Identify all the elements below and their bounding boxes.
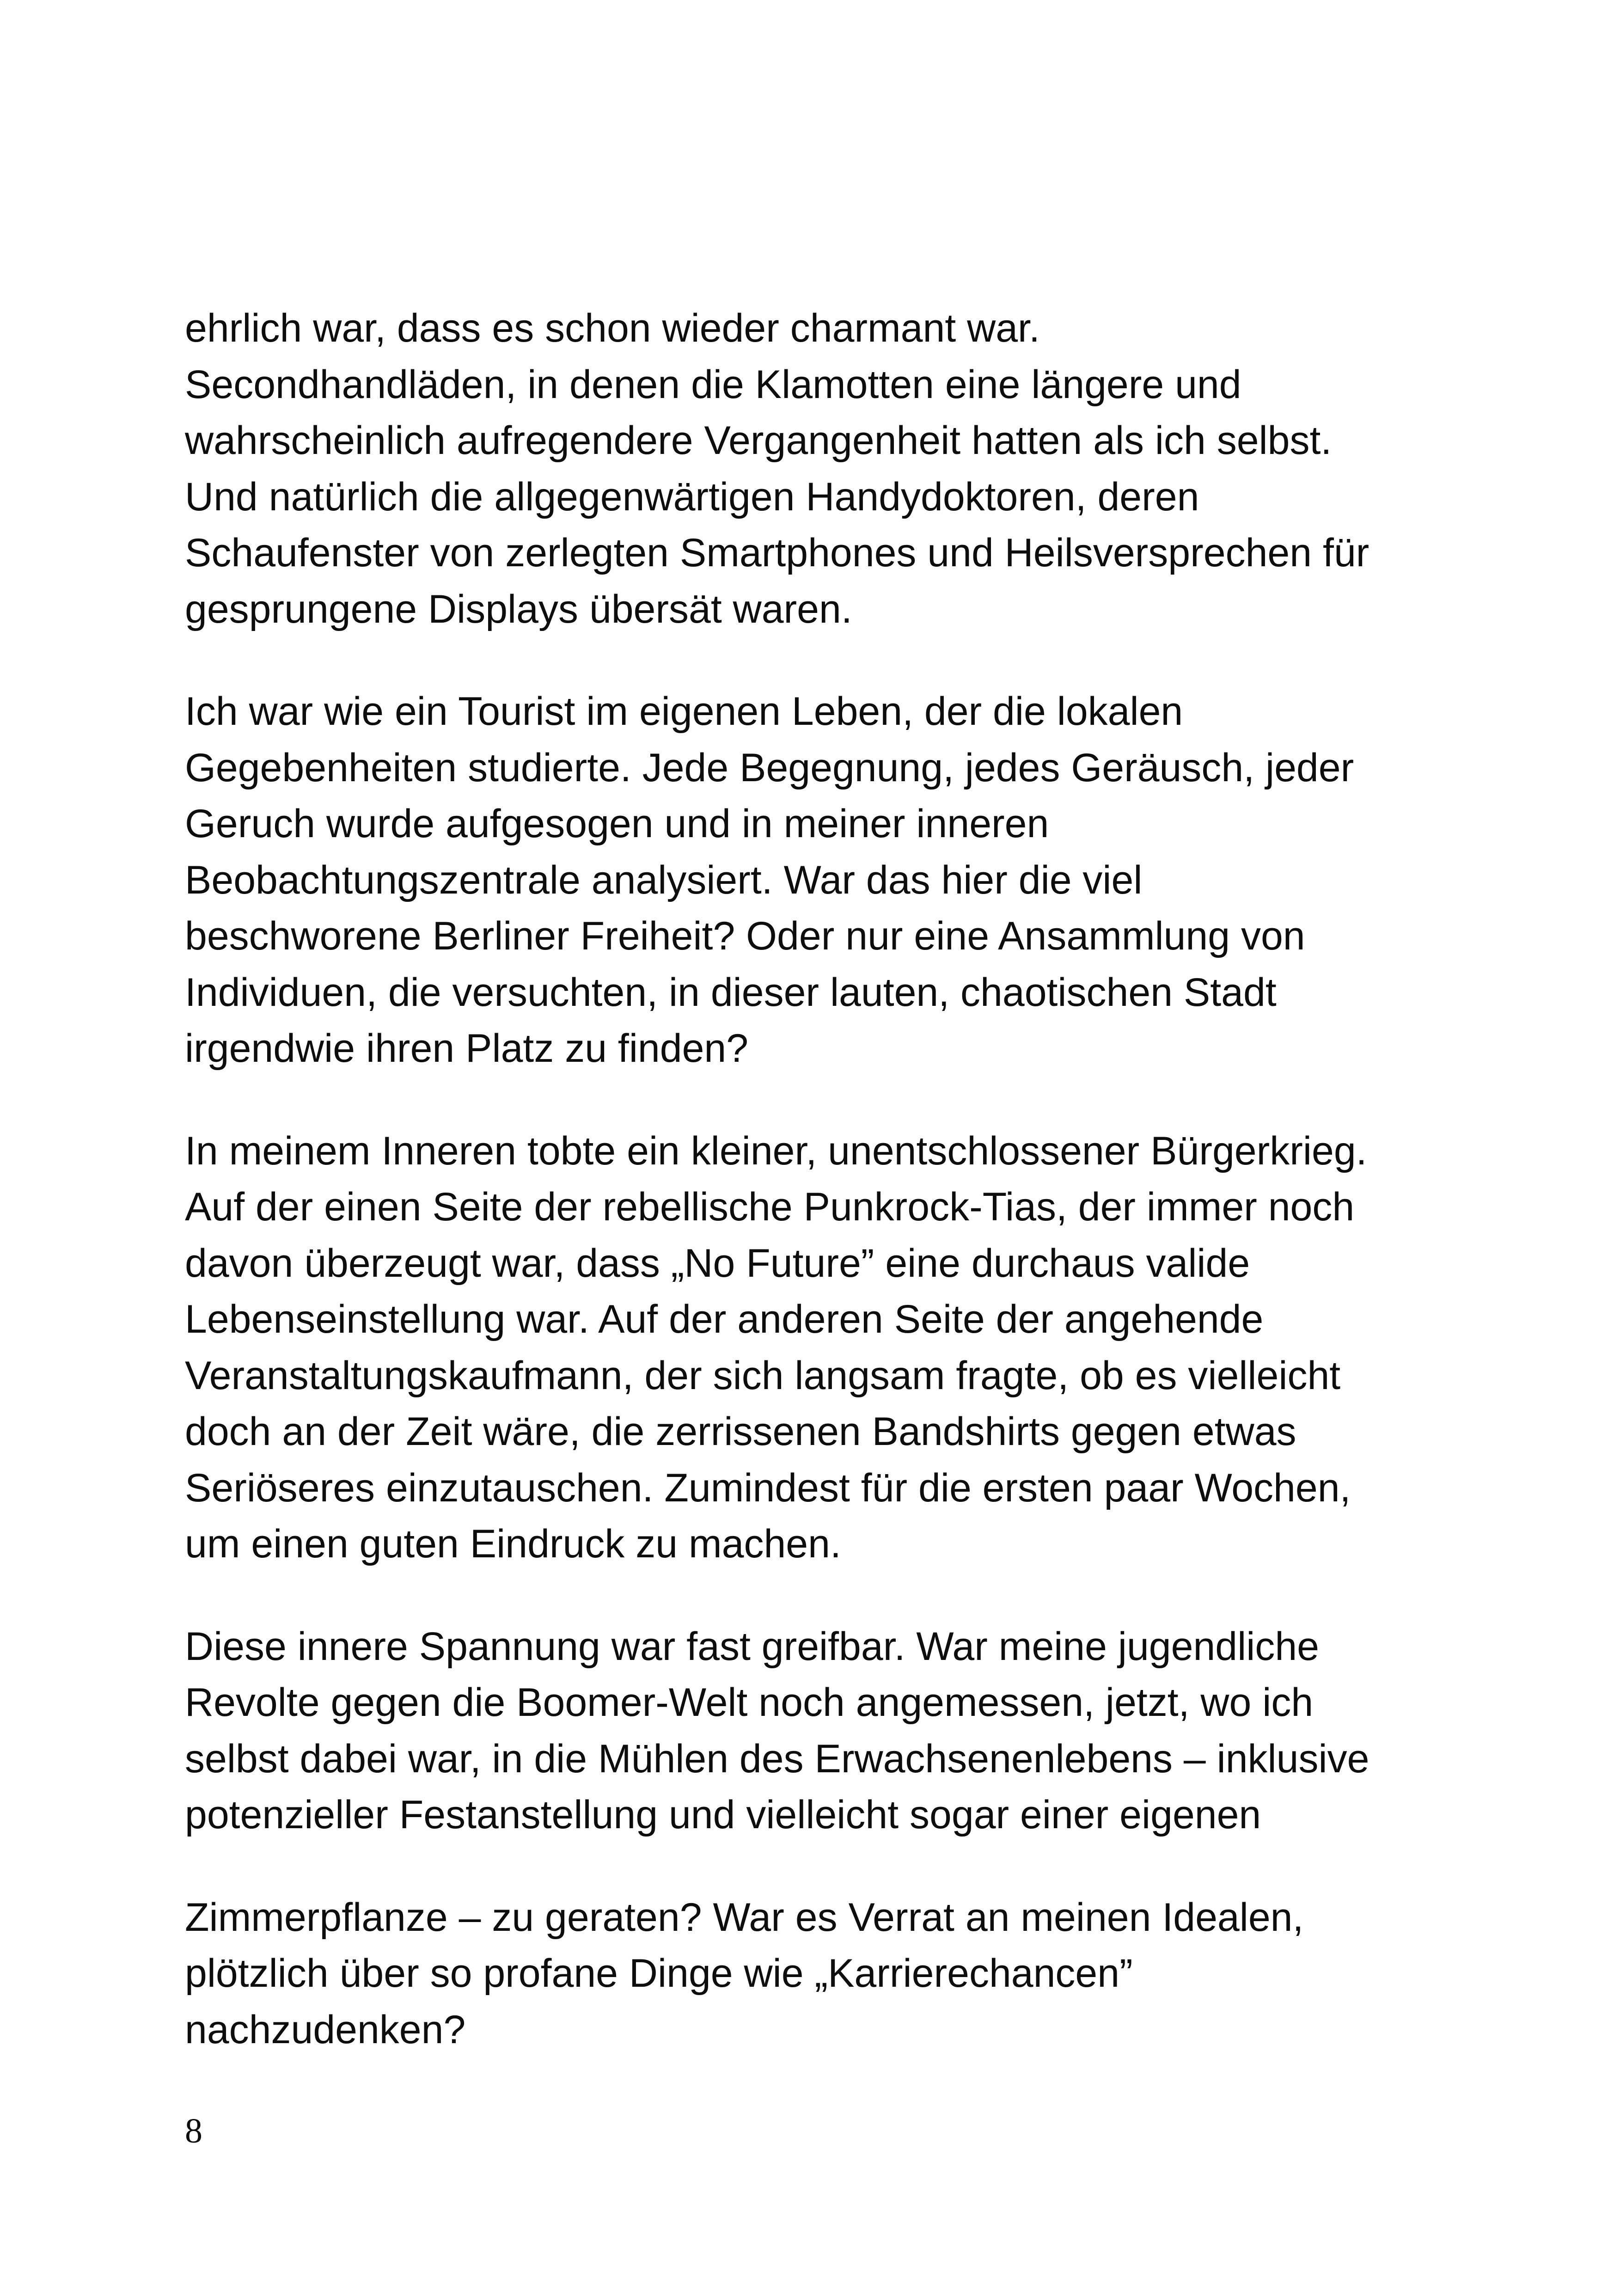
paragraph-1 (185, 300, 1488, 637)
text-line: plötzlich über so profane Dinge wie „Karrierechancen” (185, 1951, 1133, 1996)
text-line: um einen guten Eindruck zu machen. (185, 1522, 841, 1566)
text-line: Individuen, die versuchten, in dieser lauten, chaotischen Stadt (185, 970, 1277, 1015)
text-line: Gegebenheiten studierte. Jede Begegnung, jedes Geräusch, jeder (185, 745, 1354, 790)
text-line: Ich war wie ein Tourist im eigenen Leben, der die lokalen (185, 689, 1183, 734)
text-line: Geruch wurde aufgesogen und in meiner inneren (185, 802, 1049, 846)
paragraph-spacing (185, 1573, 1488, 1619)
text-line: Revolte gegen die Boomer-Welt noch angemessen, jetzt, wo ich (185, 1680, 1314, 1725)
paragraph-3 (185, 1123, 1488, 1573)
text-line: nachzudenken? (185, 2007, 466, 2052)
text-line: Und natürlich die allgegenwärtigen Handydoktoren, deren (185, 474, 1199, 519)
text-line: Diese innere Spannung war fast greifbar. War meine jugendliche (185, 1624, 1319, 1669)
text-line: potenzieller Festanstellung und vielleicht sogar einer eigenen (185, 1793, 1261, 1837)
text-line: doch an der Zeit wäre, die zerrissenen Bandshirts gegen etwas (185, 1409, 1296, 1454)
paragraph-5 (185, 1890, 1488, 2058)
text-line: irgendwie ihren Platz zu finden? (185, 1026, 749, 1071)
paragraph-spacing (185, 1077, 1488, 1123)
paragraph-2 (185, 684, 1488, 1077)
text-line: In meinem Inneren tobte ein kleiner, unentschlossener Bürgerkrieg. (185, 1128, 1367, 1173)
text-line: Auf der einen Seite der rebellische Punkrock-Tias, der immer noch (185, 1185, 1355, 1229)
text-line: Secondhandläden, in denen die Klamotten eine längere und (185, 362, 1241, 407)
paragraph-spacing (185, 1843, 1488, 1890)
text-line: ehrlich war, dass es schon wieder charmant war. (185, 306, 1040, 350)
paragraph-spacing (185, 637, 1488, 684)
text-line: davon überzeugt war, dass „No Future” eine durchaus valide (185, 1241, 1250, 1286)
text-line: beschworene Berliner Freiheit? Oder nur eine Ansammlung von (185, 914, 1305, 958)
text-line: gesprungene Displays übersät waren. (185, 587, 852, 631)
text-line: Seriöseres einzutauschen. Zumindest für die ersten paar Wochen, (185, 1465, 1351, 1510)
page-number: 8 (185, 2112, 202, 2150)
text-line: Beobachtungszentrale analysiert. War das hier die viel (185, 857, 1143, 902)
text-line: selbst dabei war, in die Mühlen des Erwachsenenlebens – inklusive (185, 1736, 1369, 1781)
body-text (185, 300, 1488, 2058)
text-line: Lebenseinstellung war. Auf der anderen Seite der angehende (185, 1297, 1264, 1341)
text-line: Schaufenster von zerlegten Smartphones und Heilsversprechen für (185, 531, 1369, 575)
text-line: Zimmerpflanze – zu geraten? War es Verrat an meinen Idealen, (185, 1895, 1304, 1940)
text-line: wahrscheinlich aufregendere Vergangenheit hatten als ich selbst. (185, 418, 1332, 463)
paragraph-4 (185, 1619, 1488, 1843)
text-line: Veranstaltungskaufmann, der sich langsam fragte, ob es vielleicht (185, 1353, 1341, 1398)
